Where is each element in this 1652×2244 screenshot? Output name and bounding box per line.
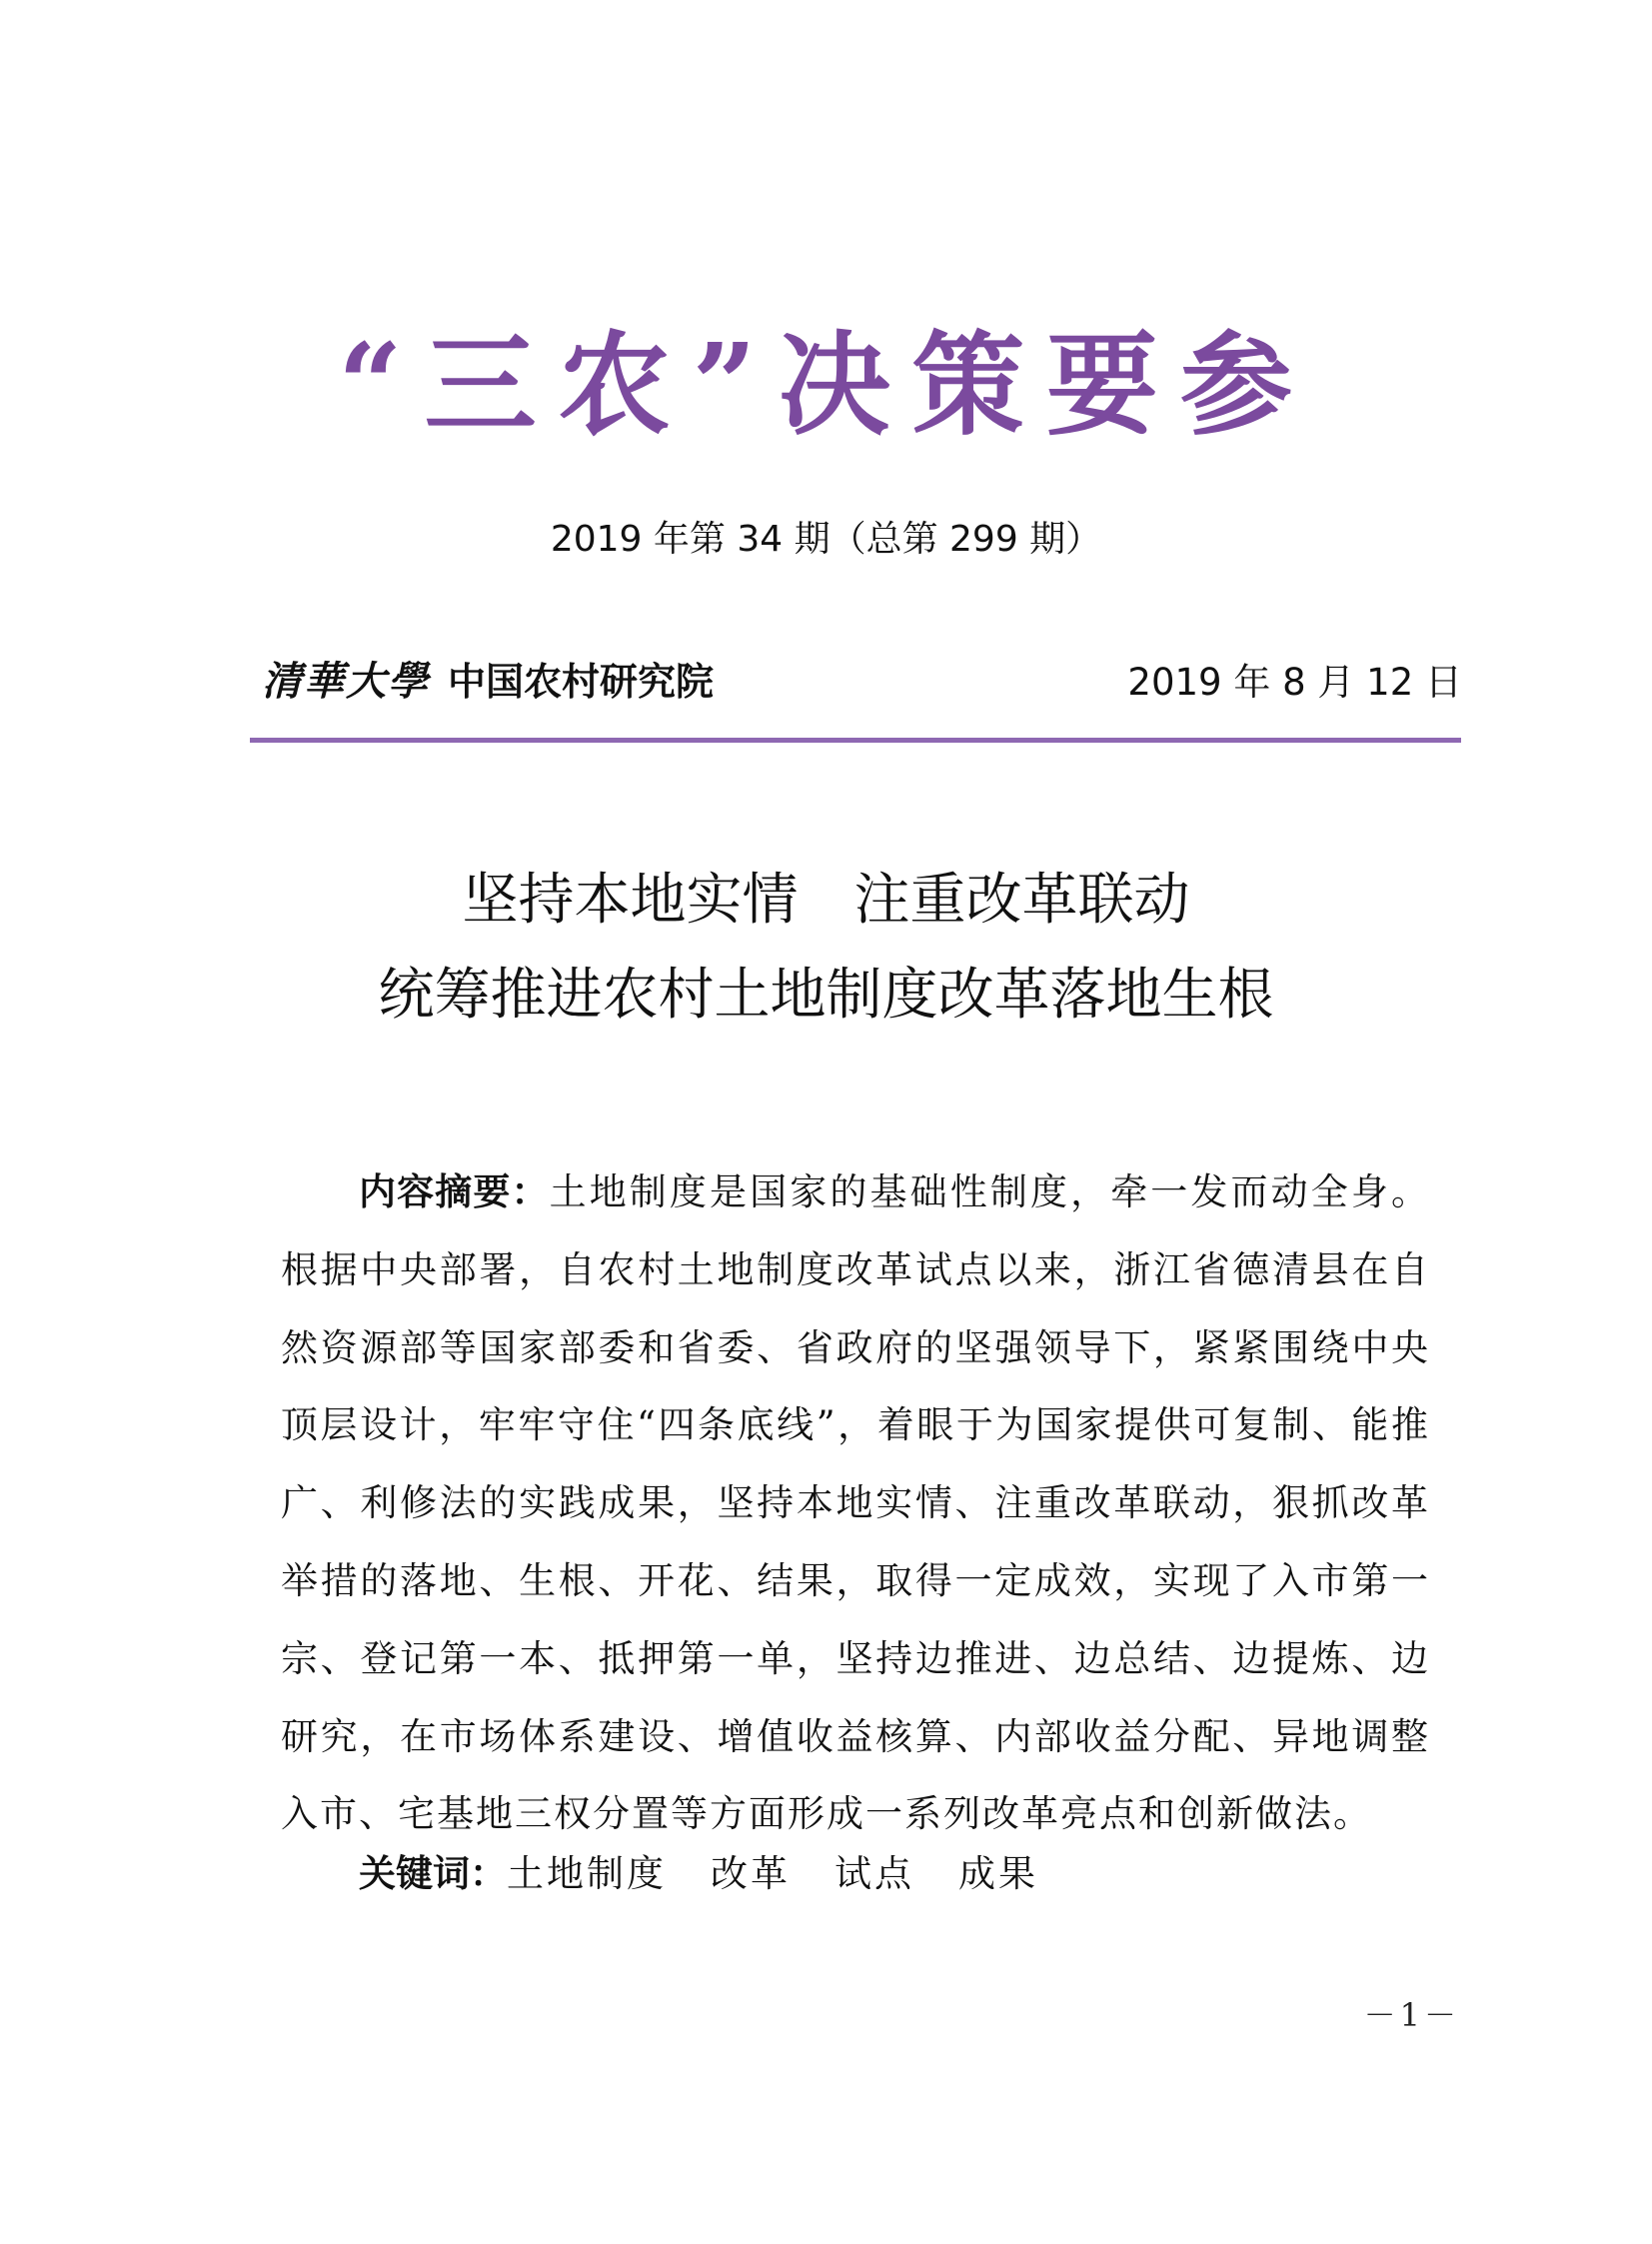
keyword: 试点 — [834, 1852, 914, 1895]
article-title-line-1 — [0, 868, 1652, 933]
article-title-line-2: 统筹推进农村土地制度改革落地生根 — [378, 963, 1274, 1028]
keywords-label: 关键词： — [359, 1852, 507, 1895]
abstract-text: 土地制度是国家的基础性制度，牵一发而动全身。根据中央部署，自农村土地制度改革试点以来，浙江省德清县在自然资源部等国家部委和省委、省政府的坚强领导下，紧紧围绕中央顶层设计，牢牢守住“四条底线”，着眼于为国家提供可复制、能推广、利修法的实践成果，坚持本地实情、注重改革联动，狠抓改革举措的落地、生根、开花、结果，取得一定成效，实现了入市第一宗、登记第一本、抵押第一单，坚持边推进、边总结、边提炼、边研究，在市场体系建设、增值收益核算、内部收益分配、异地调整入市、宅基地三权分置等方面形成一系列改革亮点和创新做法。 — [281, 1170, 1430, 1836]
institute-name: 中国农村研究院 — [448, 659, 715, 704]
abstract-label: 内容摘要： — [359, 1170, 550, 1213]
keywords-line — [359, 1852, 1082, 1895]
abstract-paragraph — [281, 1153, 1430, 1853]
publisher — [262, 658, 715, 705]
keyword: 改革 — [711, 1852, 791, 1895]
keyword: 成果 — [958, 1852, 1038, 1895]
title-part-a: 坚持本地实情 — [462, 868, 799, 933]
university-logo-text: 清華大學 — [262, 658, 430, 705]
publish-date: 2019 年 8 月 12 日 — [1127, 661, 1462, 704]
keyword: 土地制度 — [507, 1852, 667, 1895]
masthead-title: “三农”决策要参 — [338, 320, 1314, 451]
issue-number: 2019 年第 34 期（总第 299 期） — [550, 519, 1102, 560]
page-number: －1－ — [1363, 1996, 1460, 2034]
title-part-b: 注重改革联动 — [853, 868, 1190, 933]
header-divider — [250, 738, 1461, 743]
